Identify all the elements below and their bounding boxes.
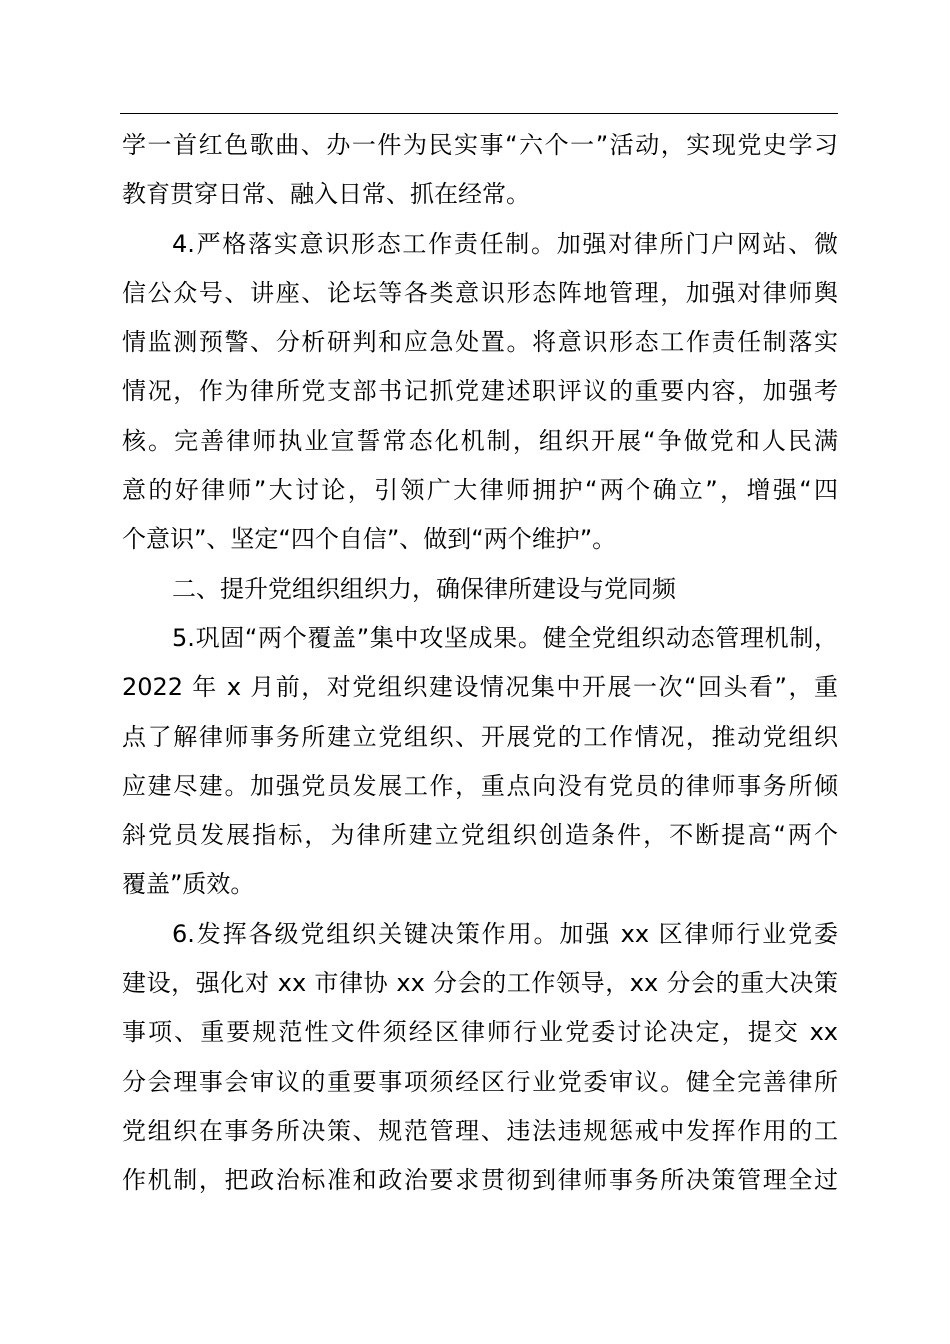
text-line: 建设，强化对 xx 市律协 xx 分会的工作领导，xx 分会的重大决策 — [122, 969, 838, 998]
text-line-paragraph-start: 5.巩固“两个覆盖”集中攻坚成果。健全党组织动态管理机制， — [172, 623, 838, 652]
text-line: 斜党员发展指标，为律所建立党组织创造条件，不断提高“两个 — [122, 821, 838, 850]
text-line: 教育贯穿日常、融入日常、抓在经常。 — [122, 180, 530, 209]
text-line-paragraph-start: 6.发挥各级党组织关键决策作用。加强 xx 区律师行业党委 — [172, 919, 838, 948]
text-line: 学一首红色歌曲、办一件为民实事“六个一”活动，实现党史学习 — [122, 131, 838, 159]
text-line: 个意识”、坚定“四个自信”、做到“两个维护”。 — [122, 525, 617, 554]
text-line: 应建尽建。加强党员发展工作，重点向没有党员的律师事务所倾 — [122, 771, 838, 800]
text-line: 核。完善律师执业宣誓常态化机制，组织开展“争做党和人民满 — [122, 426, 838, 455]
text-line-paragraph-start: 4.严格落实意识形态工作责任制。加强对律所门户网站、微 — [172, 229, 838, 258]
text-line: 信公众号、讲座、论坛等各类意识形态阵地管理，加强对律师舆 — [122, 278, 838, 307]
text-line: 作机制，把政治标准和政治要求贯彻到律师事务所决策管理全过 — [122, 1166, 838, 1195]
body-text — [122, 121, 838, 1206]
text-line: 情况，作为律所党支部书记抓党建述职评议的重要内容，加强考 — [122, 377, 838, 406]
text-line: 党组织在事务所决策、规范管理、违法违规惩戒中发挥作用的工 — [122, 1116, 838, 1145]
header-rule — [120, 113, 838, 114]
text-line: 意的好律师”大讨论，引领广大律师拥护“两个确立”，增强“四 — [122, 476, 838, 505]
text-line: 覆盖”质效。 — [122, 870, 255, 899]
text-line: 分会理事会审议的重要事项须经区行业党委审议。健全完善律所 — [122, 1067, 838, 1096]
text-line: 事项、重要规范性文件须经区律师行业党委讨论决定，提交 xx — [122, 1018, 838, 1047]
text-line: 2022 年 x 月前，对党组织建设情况集中开展一次“回头看”，重 — [122, 673, 838, 702]
section-heading: 二、提升党组织组织力，确保律所建设与党同频 — [172, 574, 676, 603]
text-line: 点了解律师事务所建立党组织、开展党的工作情况，推动党组织 — [122, 722, 838, 751]
text-line: 情监测预警、分析研判和应急处置。将意识形态工作责任制落实 — [122, 328, 838, 357]
